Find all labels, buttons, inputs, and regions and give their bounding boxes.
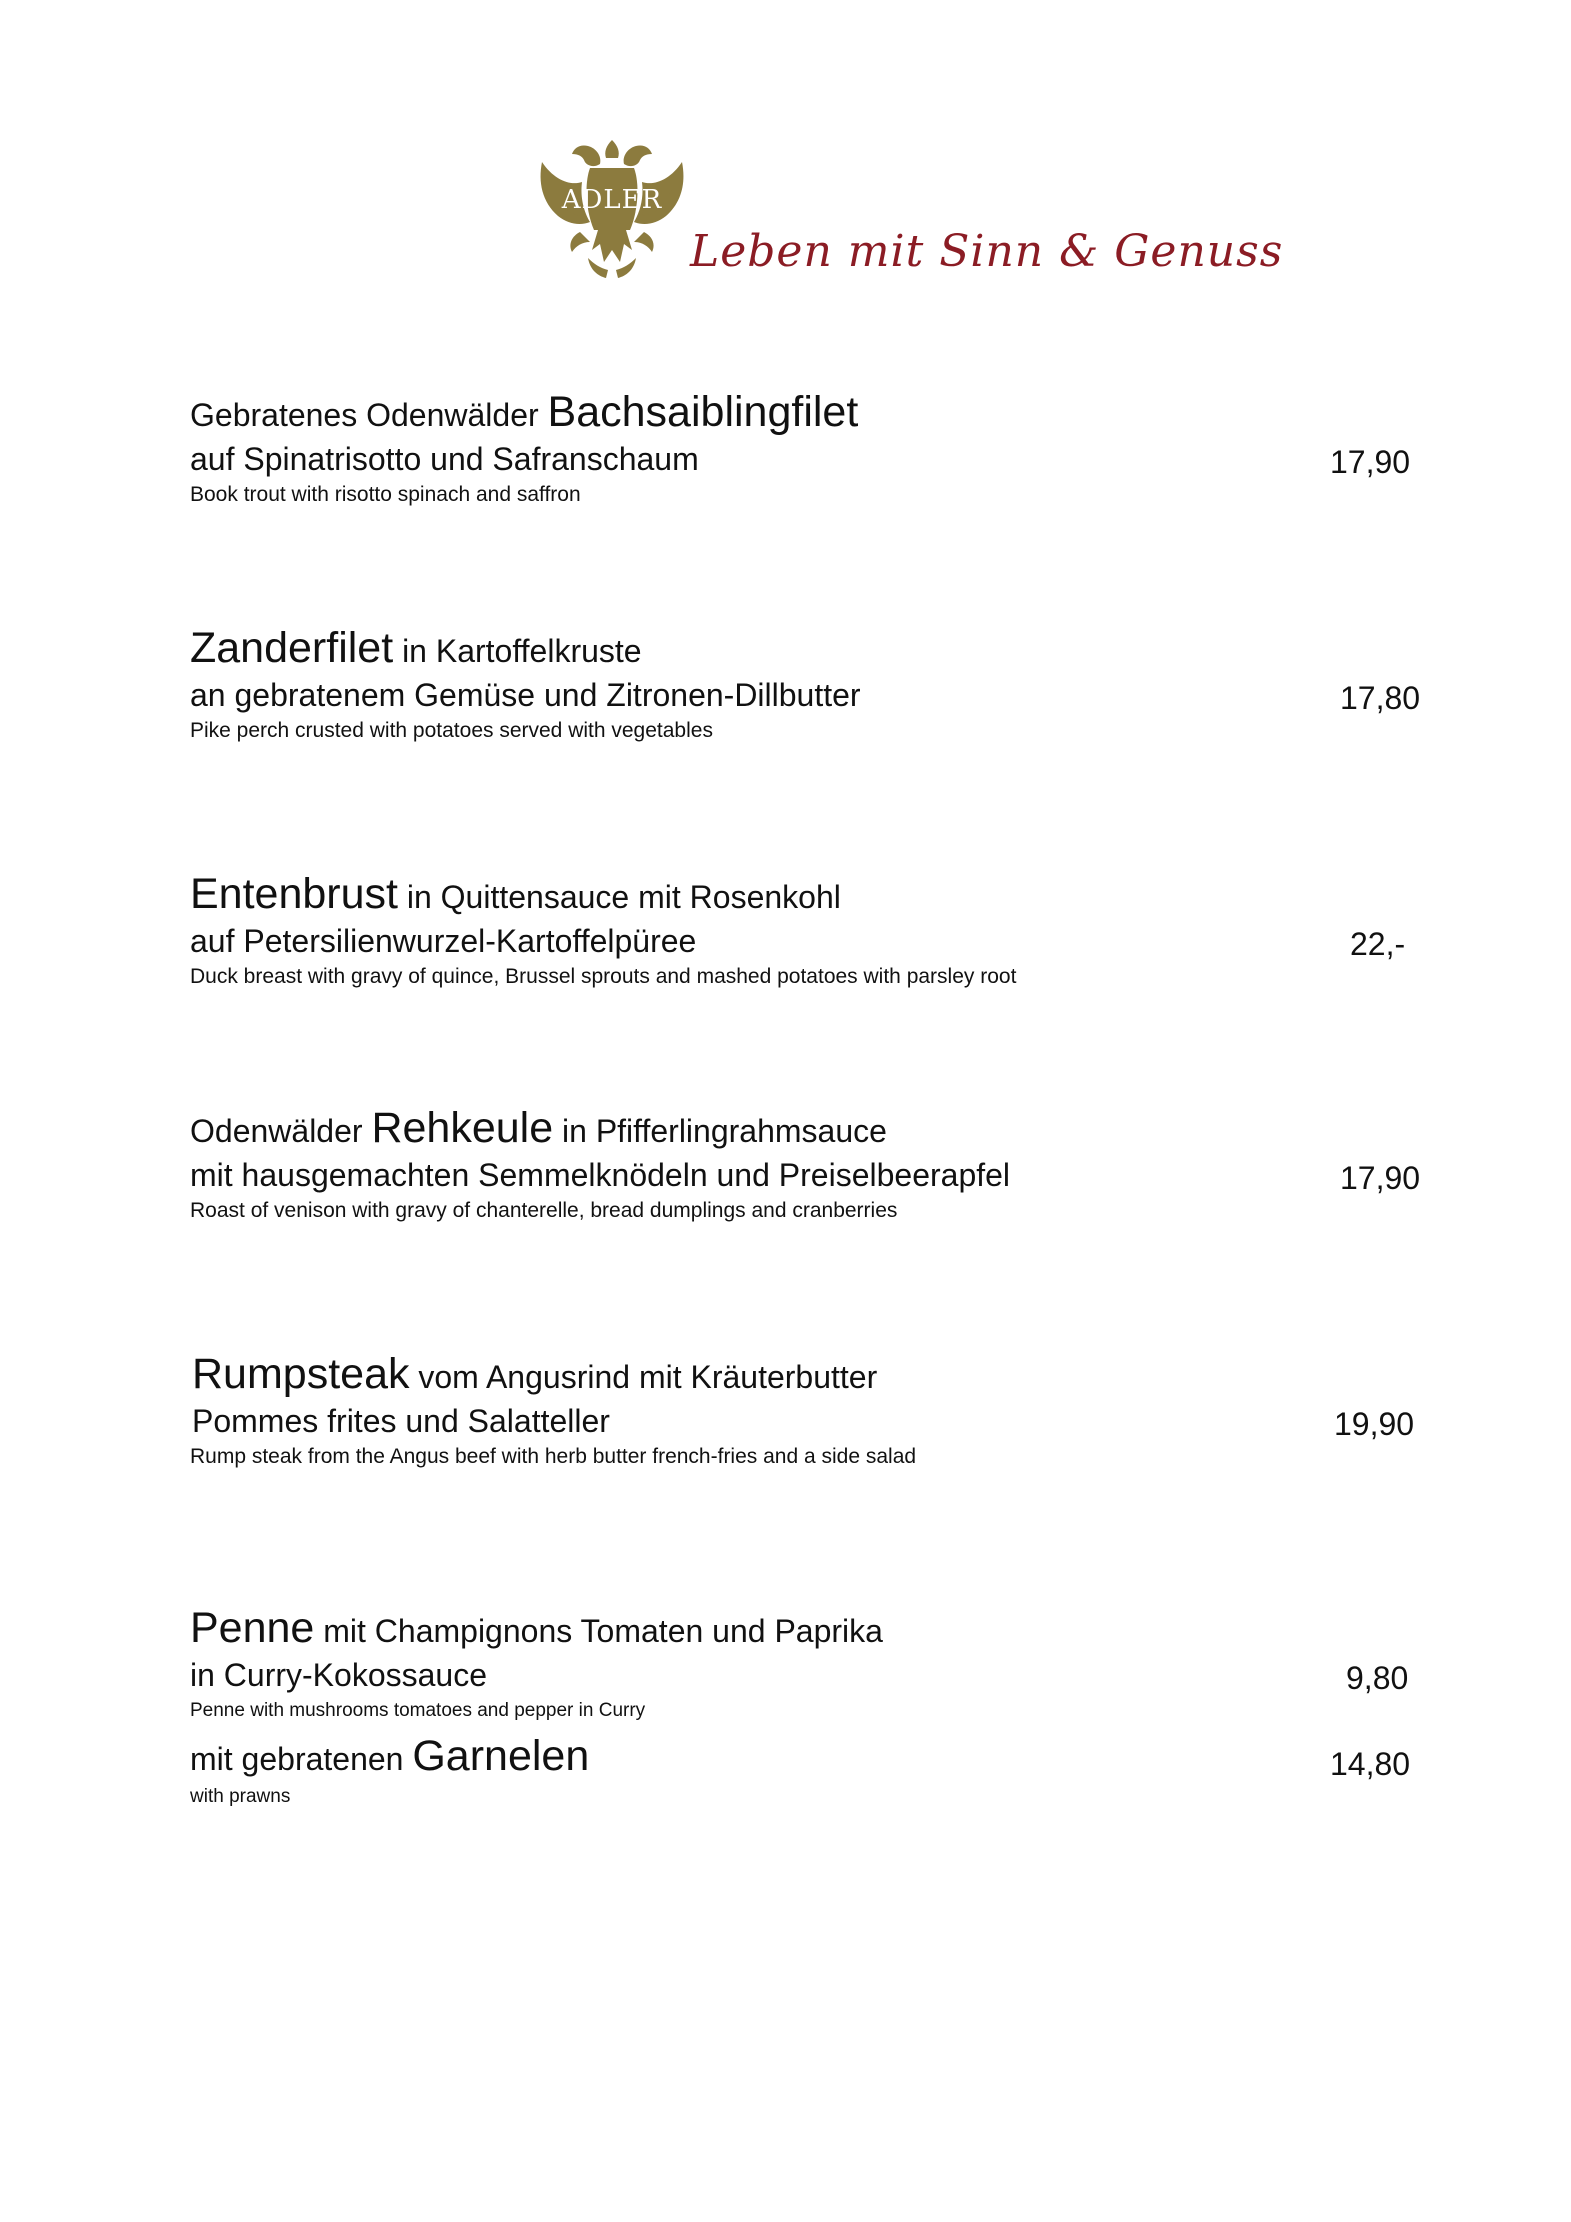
- menu-item: [190, 870, 1420, 991]
- item-title: [190, 870, 1420, 918]
- item-description: in Curry-Kokossauce: [190, 1657, 487, 1693]
- item-description: an gebratenem Gemüse und Zitronen-Dillbutter: [190, 677, 861, 713]
- menu-item: [190, 624, 1421, 745]
- item-name: Bachsaiblingfilet: [547, 388, 859, 436]
- menu-item: [190, 388, 1420, 509]
- menu-item-extra: [190, 1732, 1420, 1811]
- item-title-suffix: in Kartoffelkruste: [393, 633, 642, 669]
- item-translation: Rump steak from the Angus beef with herb butter french-fries and a side salad: [190, 1445, 917, 1468]
- item-price: 17,90: [1330, 444, 1411, 480]
- item-description: mit hausgemachten Semmelknödeln und Preiselbeerapfel: [190, 1157, 1011, 1193]
- tagline: Leben mit Sinn & Genuss: [690, 226, 1284, 277]
- item-name: Garnelen: [412, 1732, 590, 1780]
- item-price: 9,80: [1346, 1660, 1409, 1696]
- item-title: [190, 388, 1420, 436]
- item-price: 14,80: [1330, 1746, 1411, 1782]
- item-name: Zanderfilet: [190, 624, 394, 672]
- item-title: [190, 1732, 1420, 1780]
- item-title-prefix: Gebratenes Odenwälder: [190, 397, 548, 433]
- item-translation: Duck breast with gravy of quince, Brussel sprouts and mashed potatoes with parsley root: [190, 965, 1017, 988]
- item-title: [190, 1604, 1420, 1652]
- item-translation: Roast of venison with gravy of chanterelle, bread dumplings and cranberries: [190, 1199, 898, 1222]
- item-translation: Book trout with risotto spinach and saffron: [190, 483, 581, 506]
- item-translation: with prawns: [190, 1786, 291, 1807]
- item-name: Penne: [190, 1604, 315, 1652]
- menu-item: [190, 1104, 1421, 1225]
- item-translation: Penne with mushrooms tomatoes and pepper in Curry: [190, 1700, 646, 1721]
- item-title-prefix: Odenwälder: [190, 1113, 372, 1149]
- item-title: [192, 1350, 1422, 1398]
- menu-item: [190, 1350, 1422, 1471]
- item-description: Pommes frites und Salatteller: [192, 1403, 610, 1439]
- menu-item: [190, 1604, 1420, 1725]
- item-title-suffix: in Quittensauce mit Rosenkohl: [397, 879, 841, 915]
- item-price: 22,-: [1350, 926, 1406, 962]
- item-title-suffix: vom Angusrind mit Kräuterbutter: [409, 1359, 878, 1395]
- item-price: 19,90: [1334, 1406, 1415, 1442]
- item-title-prefix: mit gebratenen: [190, 1741, 413, 1777]
- item-price: 17,90: [1340, 1160, 1421, 1196]
- item-title: [190, 1104, 1420, 1152]
- item-name: Rehkeule: [371, 1104, 554, 1152]
- item-name: Rumpsteak: [192, 1350, 410, 1398]
- eagle-icon: [528, 132, 696, 282]
- item-name: Entenbrust: [190, 870, 398, 918]
- item-title-suffix: in Pfifferlingrahmsauce: [553, 1113, 887, 1149]
- item-translation: Pike perch crusted with potatoes served with vegetables: [190, 719, 713, 742]
- eagle-logo: [528, 132, 696, 282]
- logo-text: ADLER: [561, 185, 663, 215]
- item-description: auf Petersilienwurzel-Kartoffelpüree: [190, 923, 697, 959]
- item-title: [190, 624, 1420, 672]
- item-description: auf Spinatrisotto und Safranschaum: [190, 441, 699, 477]
- item-title-suffix: mit Champignons Tomaten und Paprika: [314, 1613, 883, 1649]
- item-price: 17,80: [1340, 680, 1421, 716]
